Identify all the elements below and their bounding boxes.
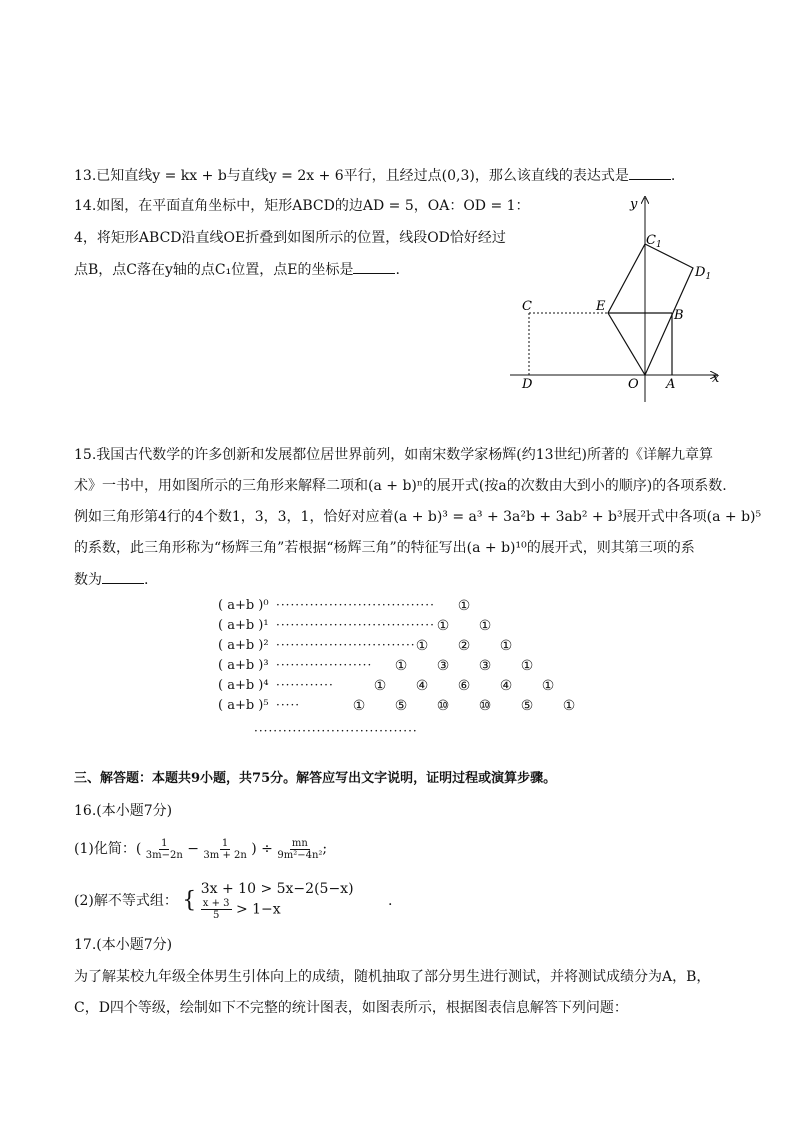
q13-text: 13.已知直线y = kx + b与直线y = 2x + 6平行，且经过点(0,3)，那么该直线的表达式是 bbox=[74, 168, 629, 184]
triangle-coefficient: ① bbox=[436, 618, 450, 634]
answer-blank bbox=[353, 259, 395, 274]
label-y: y bbox=[630, 197, 638, 212]
inequality-1: 3x + 10 > 5x−2(5−x) bbox=[200, 881, 354, 897]
triangle-coefficient: ⑤ bbox=[520, 698, 534, 714]
triangle-coefficient: ① bbox=[457, 598, 471, 614]
triangle-coefficient: ④ bbox=[499, 678, 513, 694]
triangle-coefficient: ① bbox=[520, 658, 534, 674]
triangle-coefficient: ⑩ bbox=[436, 698, 450, 714]
triangle-row-dots: ············ bbox=[276, 678, 334, 692]
q17-header: 17.(本小题7分) bbox=[74, 937, 173, 953]
label-c: C bbox=[522, 299, 532, 314]
q16-part1: (1)化简：( $\frac{1}{3m-2n}$ − $\frac{1}{3m + 2n}$ ) ÷ $\frac{mn}{\text{9m²−4n²}}$ ; bbox=[74, 837, 328, 861]
label-x: x bbox=[712, 371, 720, 386]
q14-line1: 14.如图，在平面直角坐标中，矩形ABCD的边AD = 5，OA：OD = 1： bbox=[74, 198, 530, 214]
triangle-row-label: ( a+b )⁴ bbox=[218, 678, 269, 693]
answer-blank bbox=[102, 569, 144, 584]
label-d1: $D_1$ bbox=[695, 265, 712, 282]
triangle-row-label: ( a+b )³ bbox=[218, 658, 269, 673]
triangle-row-dots: ···················· bbox=[276, 658, 373, 672]
fraction-2: $\frac{1}{3m + 2n}$ bbox=[203, 837, 247, 861]
triangle-coefficient: ③ bbox=[436, 658, 450, 674]
fraction-1: $\frac{1}{3m-2n}$ bbox=[145, 837, 183, 861]
label-e: E bbox=[596, 299, 606, 314]
label-c1: $C_1$ bbox=[646, 233, 662, 250]
q14-line2: 4，将矩形ABCD沿直线OE折叠到如图所示的位置，线段OD恰好经过 bbox=[74, 230, 506, 246]
triangle-row-dots: ································· bbox=[276, 618, 435, 632]
triangle-coefficient: ① bbox=[541, 678, 555, 694]
triangle-coefficient: ① bbox=[352, 698, 366, 714]
triangle-bottom-dots: ·································· bbox=[254, 724, 418, 738]
q15-line5: 数为 bbox=[74, 572, 102, 588]
question-14-line3: 点B，点C落在y轴的点C₁位置，点E的坐标是 . bbox=[74, 259, 400, 280]
section-3-title: 三、解答题：本题共9小题，共75分。解答应写出文字说明，证明过程或演算步骤。 bbox=[74, 771, 557, 786]
triangle-coefficient: ③ bbox=[478, 658, 492, 674]
label-a: A bbox=[666, 377, 676, 392]
triangle-coefficient: ② bbox=[457, 638, 471, 654]
q15-line2: 术》一书中，用如图所示的三角形来解释二项和(a + b)ⁿ的展开式(按a的次数由大到小的顺序)的各项系数. bbox=[74, 478, 727, 494]
fraction-3: $\frac{mn}{\text{9m²−4n²}}$ bbox=[277, 837, 323, 861]
triangle-row-dots: ····· bbox=[276, 698, 301, 712]
triangle-row-label: ( a+b )⁰ bbox=[218, 598, 269, 613]
q17-line1: 为了解某校九年级全体男生引体向上的成绩，随机抽取了部分男生进行测试，并将测试成绩分为A，B， bbox=[74, 969, 711, 985]
q14-line3: 点B，点C落在y轴的点C₁位置，点E的坐标是 bbox=[74, 262, 354, 278]
label-o: O bbox=[628, 377, 639, 392]
triangle-coefficient: ⑩ bbox=[478, 698, 492, 714]
triangle-coefficient: ⑥ bbox=[457, 678, 471, 694]
triangle-coefficient: ④ bbox=[415, 678, 429, 694]
triangle-row-label: ( a+b )⁵ bbox=[218, 698, 269, 713]
inequality-2: $\frac{x + 3}{5}$ > 1−x bbox=[202, 898, 281, 921]
q14-figure bbox=[500, 190, 740, 410]
question-13: 13.已知直线y = kx + b与直线y = 2x + 6平行，且经过点(0,3)，那么该直线的表达式是 . bbox=[74, 165, 675, 186]
question-15-line5: 数为 . bbox=[74, 569, 148, 590]
q16-header: 16.(本小题7分) bbox=[74, 803, 173, 819]
answer-blank bbox=[629, 165, 671, 180]
triangle-row-label: ( a+b )¹ bbox=[218, 618, 269, 633]
triangle-coefficient: ① bbox=[394, 658, 408, 674]
triangle-row-label: ( a+b )² bbox=[218, 638, 269, 653]
triangle-coefficient: ① bbox=[373, 678, 387, 694]
q15-line1: 15.我国古代数学的许多创新和发展都位居世界前列，如南宋数学家杨辉(约13世纪)所著的《详解九章算 bbox=[74, 447, 714, 463]
triangle-coefficient: ① bbox=[562, 698, 576, 714]
triangle-coefficient: ① bbox=[499, 638, 513, 654]
q15-line3: 例如三角形第4行的4个数1，3，3，1，恰好对应着(a + b)³ = a³ + 3a²b + 3ab² + b³展开式中各项(a + b)⁵ bbox=[74, 509, 762, 525]
triangle-row-dots: ································· bbox=[276, 598, 435, 612]
q17-line2: C，D四个等级，绘制如下不完整的统计图表，如图表所示，根据图表信息解答下列问题： bbox=[74, 1000, 628, 1016]
triangle-coefficient: ① bbox=[478, 618, 492, 634]
label-d: D bbox=[522, 377, 533, 392]
triangle-coefficient: ① bbox=[415, 638, 429, 654]
label-b: B bbox=[674, 308, 684, 323]
q15-line4: 的系数，此三角形称为“杨辉三角”若根据“杨辉三角”的特征写出(a + b)¹⁰的展开式，则其第三项的系 bbox=[74, 540, 695, 556]
triangle-coefficient: ⑤ bbox=[394, 698, 408, 714]
triangle-row-dots: ····························· bbox=[276, 638, 416, 652]
q16-part2: (2)解不等式组： { 3x + 10 > 5x−2(5−x) $\frac{x + 3}{5}$ > 1−x . bbox=[74, 881, 393, 921]
